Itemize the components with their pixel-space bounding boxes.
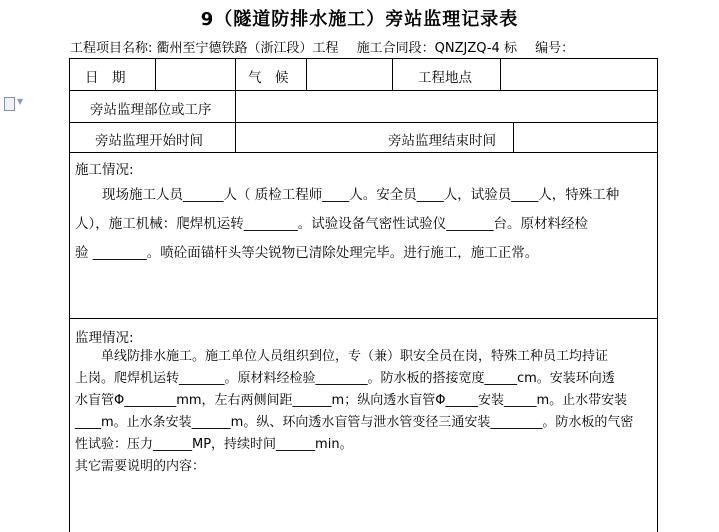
project-name: 工程项目名称: 衢州至宁德铁路（浙江段）工程 (70, 41, 339, 56)
construction-paragraph (75, 181, 655, 268)
table-row-divider (69, 90, 658, 91)
table-col-divider (513, 122, 514, 152)
contract-number: 施工合同段：QNZJZQ-4 标 (356, 41, 517, 56)
table-col-divider (392, 58, 393, 90)
supervision-line: 上岗。爬焊机运转_______。原材料经检验________。防水板的搭接宽度_____cm。安装环向透 (75, 371, 615, 386)
site-label: 工程地点 (418, 70, 472, 86)
table-border-top (69, 58, 658, 59)
supervision-line: ____m。止水条安装______m。纵、环向透水盲管与泄水管变径三通安装________。防水板的气密 (75, 415, 634, 430)
start-time-label: 旁站监理开始时间 (95, 133, 203, 149)
supervision-title: 监理情况: (75, 330, 134, 346)
table-row-divider (69, 318, 658, 319)
table-border-right (657, 58, 658, 532)
table-col-divider (235, 58, 236, 90)
dept-label: 旁站监理部位或工序 (90, 102, 212, 118)
construction-line: 验 ________。喷砼面锚杆头等尖锐物已清除处理完毕。进行施工，施工正常。 (75, 245, 539, 261)
construction-line: 人），施工机械：爬焊机运转________。试验设备气密性试验仪_______台。原材料经检 (75, 216, 588, 232)
chevron-down-icon[interactable]: ▼ (17, 97, 24, 106)
table-col-divider (155, 58, 156, 90)
document-icon[interactable] (4, 97, 26, 111)
table-col-divider (235, 90, 236, 122)
supervision-line: 其它需要说明的内容： (75, 459, 206, 474)
weather-label: 气 候 (248, 70, 289, 86)
table-col-divider (306, 58, 307, 90)
construction-title: 施工情况: (75, 162, 134, 178)
end-time-label: 旁站监理结束时间 (388, 133, 496, 149)
date-label: 日 期 (85, 70, 126, 86)
table-col-divider (235, 122, 236, 152)
record-number-label: 编号： (535, 41, 575, 56)
construction-line: 现场施工人员______人（ 质检工程师____人。安全员____人，试验员____人，特殊工种 (75, 187, 620, 203)
table-border-left (69, 58, 70, 532)
supervision-line: 性试验：压力______MP，持续时间______min。 (75, 437, 353, 452)
table-row-divider (69, 152, 658, 153)
supervision-paragraph (75, 346, 655, 478)
supervision-line: 单线防排水施工。施工单位人员组织到位，专（兼）职安全员在岗，特殊工种员工均持证 (75, 349, 609, 364)
header-info (70, 37, 588, 56)
table-row-divider (69, 122, 658, 123)
page-title: 9（隧道防排水施工）旁站监理记录表 (200, 9, 519, 30)
supervision-line: 水盲管Φ________mm，左右两侧间距______m；纵向透水盲管Φ_____安装_____m。止水带安装 (75, 393, 628, 408)
table-col-divider (500, 58, 501, 90)
